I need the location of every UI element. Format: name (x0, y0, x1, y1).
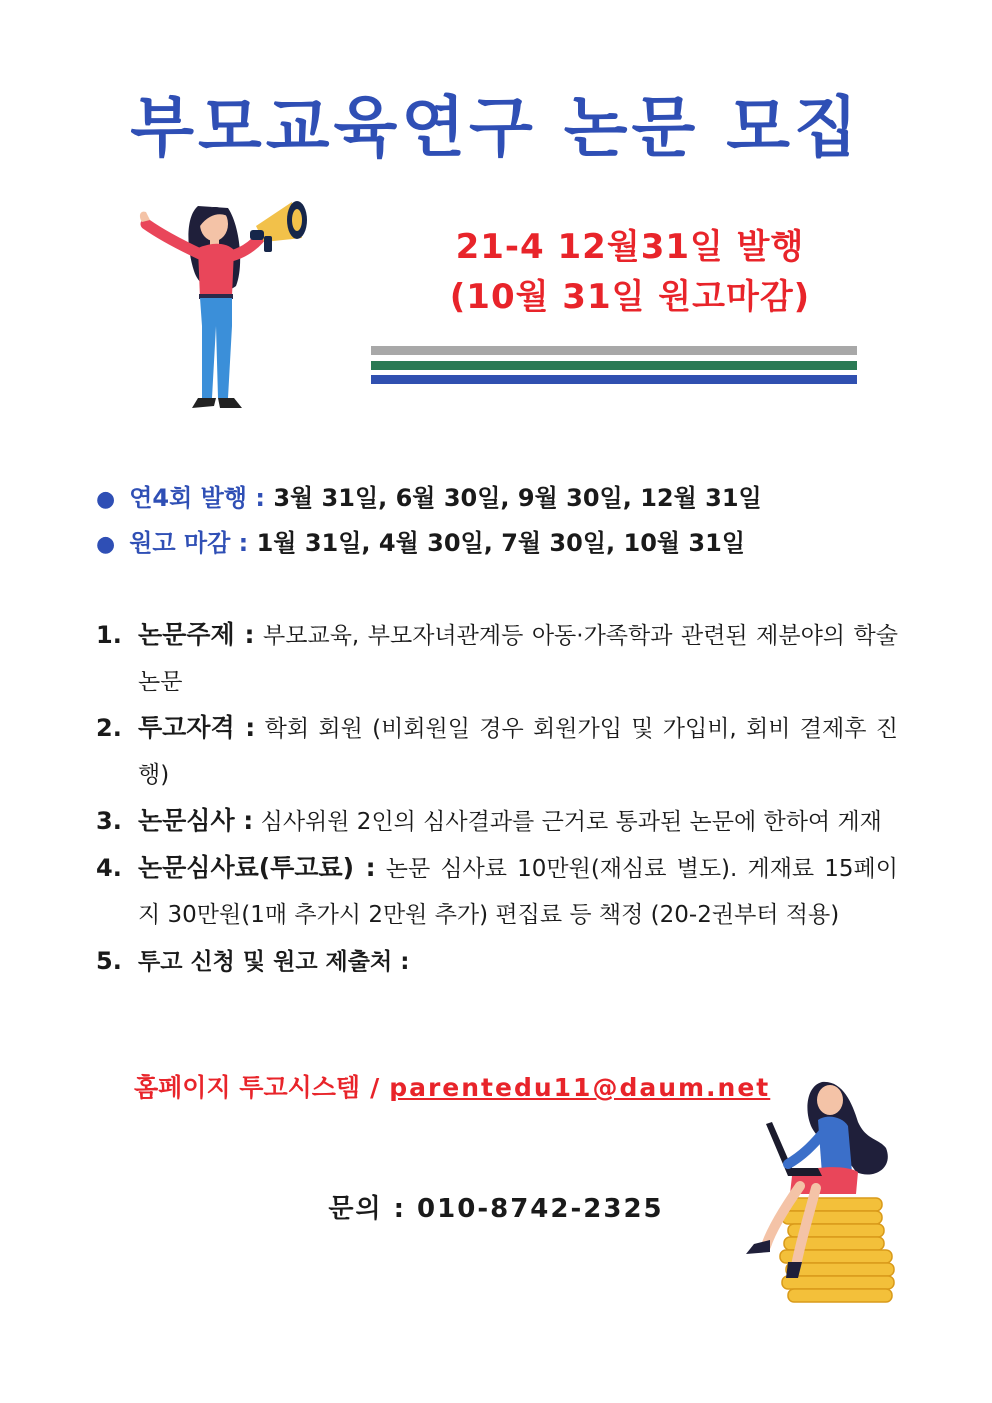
item-text: 심사위원 2인의 심사결과를 근거로 통과된 논문에 한하여 게재 (253, 809, 882, 835)
submission-system-link[interactable]: 홈페이지 투고시스템 (134, 1073, 361, 1102)
item-number: 3. (96, 807, 122, 835)
contact-info: 문의 : 010-8742-2325 (328, 1194, 664, 1224)
item-number: 1. (96, 621, 122, 649)
item-label: 논문주제 : (138, 620, 255, 649)
item-text: 논문 심사료 10만원(재심료 별도). 게재료 15페이지 30만원(1매 추가시 2만원 추가) 편집료 등 책정 (20-2권부터 적용) (138, 856, 898, 928)
guidelines-list (96, 612, 898, 985)
schedule-label: 연4회 발행 : (129, 484, 265, 512)
schedule-value: 1월 31일, 4월 30일, 7월 30일, 10월 31일 (256, 529, 746, 557)
item-number: 2. (96, 714, 122, 742)
item-label: 투고자격 : (138, 713, 256, 742)
list-item (96, 938, 898, 985)
manuscript-deadline: (10월 31일 원고마감) (449, 277, 811, 317)
item-number: 5. (96, 947, 122, 975)
list-item (96, 845, 898, 938)
email-link[interactable]: parentedu11@daum.net (389, 1073, 771, 1102)
divider-blue (371, 375, 857, 384)
issue-info (400, 222, 860, 322)
item-text: 투고 신청 및 원고 제출처 : (138, 949, 410, 975)
divider-gray (371, 346, 857, 355)
schedule-value: 3월 31일, 6월 30일, 9월 30일, 12월 31일 (273, 484, 762, 512)
divider-green (371, 361, 857, 370)
bullet-dot-icon: ● (96, 532, 116, 557)
page-title: 부모교육연구 논문 모집 (130, 89, 862, 166)
schedule-row-deadline (96, 527, 745, 561)
item-label: 논문심사 : (138, 806, 254, 835)
item-label: 논문심사료(투고료) : (138, 853, 376, 882)
woman-laptop-coins-illustration (726, 1068, 902, 1312)
separator: / (370, 1073, 380, 1102)
list-item (96, 798, 898, 845)
submission-destination (134, 1068, 770, 1108)
list-item (96, 612, 898, 705)
issue-date: 21-4 12월31일 발행 (455, 227, 805, 267)
item-text: 부모교육, 부모자녀관계등 아동·가족학과 관련된 제분야의 학술논문 (138, 623, 898, 695)
list-item (96, 705, 898, 798)
woman-megaphone-illustration (128, 176, 318, 412)
item-text: 학회 회원 (비회원일 경우 회원가입 및 가입비, 회비 결제후 진행) (138, 716, 898, 788)
schedule-row-publication (96, 482, 762, 516)
schedule-label: 원고 마감 : (129, 529, 249, 557)
item-number: 4. (96, 854, 122, 882)
bullet-dot-icon: ● (96, 487, 116, 512)
